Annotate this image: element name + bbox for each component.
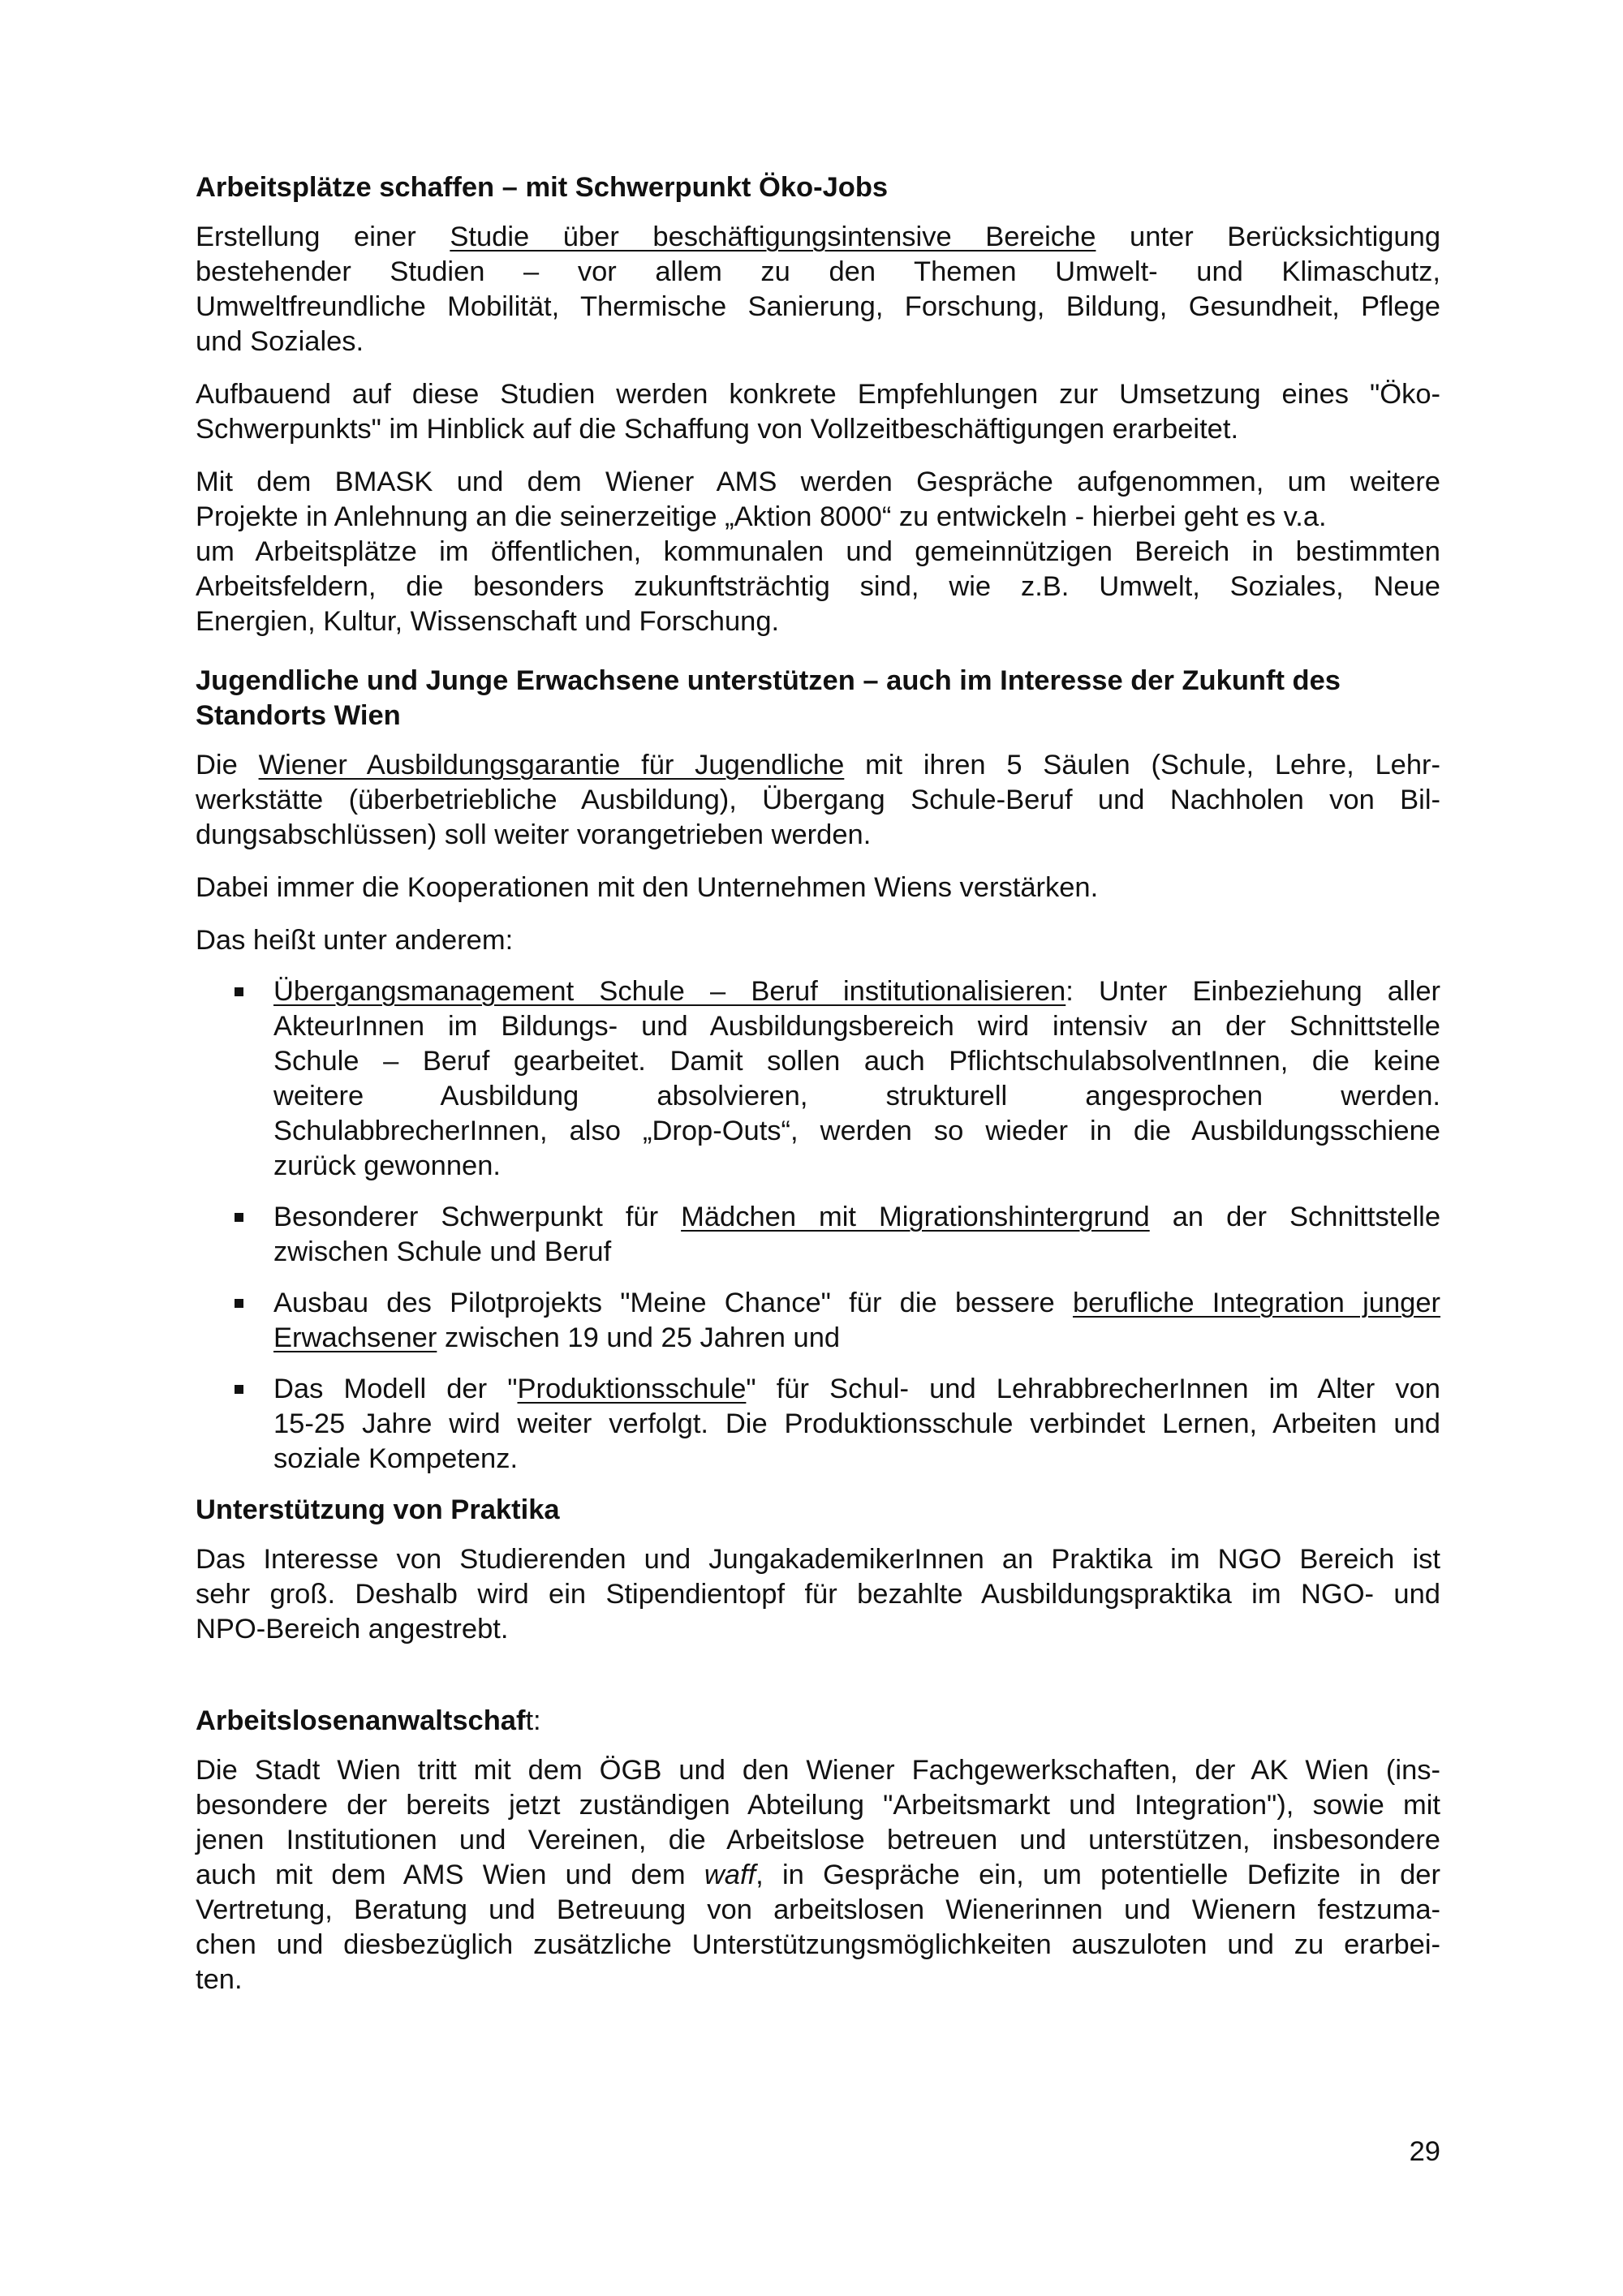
bullet-list bbox=[196, 974, 1440, 1477]
paragraph-line: Projekte in Anlehnung an die seinerzeitige „Aktion 8000“ zu entwickeln - hierbei geht es v.a. bbox=[196, 501, 1327, 532]
underlined-term-studie: Studie über beschäftigungsintensive Bereiche bbox=[450, 221, 1096, 252]
page-number: 29 bbox=[1409, 2136, 1440, 2167]
section-heading-jugendliche: Jugendliche und Junge Erwachsene unterstützen – auch im Interesse der Zukunft des Standorts Wien bbox=[196, 665, 1341, 731]
section-heading-arbeitslosenanwaltschaft: Arbeitslosenanwaltschaft: bbox=[196, 1705, 541, 1736]
paragraph-line: Das Interesse von Studierenden und JungakademikerInnen an Praktika im NGO Bereich ist bbox=[196, 1544, 1440, 1575]
paragraph-line: und Soziales. bbox=[196, 326, 364, 357]
paragraph-line: besondere der bereits jetzt zuständigen Abteilung "Arbeitsmarkt und Integration"), sowie mit bbox=[196, 1790, 1440, 1821]
emphasis-waff: waff bbox=[704, 1860, 756, 1890]
section-heading-oeko-jobs: Arbeitsplätze schaffen – mit Schwerpunkt Öko-Jobs bbox=[196, 172, 889, 203]
section-heading-praktika: Unterstützung von Praktika bbox=[196, 1494, 560, 1525]
paragraph-line: Umweltfreundliche Mobilität, Thermische Sanierung, Forschung, Bildung, Gesundheit, Pflege bbox=[196, 291, 1440, 322]
paragraph-line: Die Stadt Wien tritt mit dem ÖGB und den Wiener Fachgewerkschaften, der AK Wien (ins- bbox=[196, 1755, 1440, 1786]
paragraph-line: Schwerpunkts" im Hinblick auf die Schaffung von Vollzeitbeschäftigungen erarbeitet. bbox=[196, 414, 1239, 445]
underlined-term-integration: berufliche Integration junger bbox=[1072, 1288, 1440, 1318]
paragraph-line: auch mit dem AMS Wien und dem waff, in Gespräche ein, um potentielle Defizite in der bbox=[196, 1860, 1440, 1890]
list-item: Übergangsmanagement Schule – Beruf institutionalisieren: Unter Einbeziehung aller AkteurInnen im Bildungs- und Ausbildungsbereich wird intensiv an der Schnittstelle Schule – Beruf gearbeitet. Damit sollen auch PflichtschulabsolventInnen, die keine weitere Ausbildung absolvieren, strukturell angesprochen werden. SchulabbrecherInnen, also „Drop-Outs“, werden so wieder in die Ausbildungsschiene zurück gewonnen. bbox=[196, 974, 1440, 1184]
page-content bbox=[196, 170, 1440, 1997]
paragraph-bmask bbox=[196, 465, 1440, 639]
paragraph-empfehlungen bbox=[196, 377, 1440, 447]
square-bullet-icon bbox=[235, 1385, 243, 1394]
paragraph-line: Arbeitsfeldern, die besonders zukunftsträchtig sind, wie z.B. Umwelt, Soziales, Neue bbox=[196, 571, 1440, 602]
paragraph-anwaltschaft bbox=[196, 1753, 1440, 1997]
list-item: Ausbau des Pilotprojekts "Meine Chance" für die bessere berufliche Integration junger Erwachsener zwischen 19 und 25 Jahren und bbox=[196, 1286, 1440, 1356]
square-bullet-icon bbox=[235, 1299, 243, 1308]
paragraph-ausbildungsgarantie bbox=[196, 748, 1440, 853]
underlined-term-produktionsschule: Produktionsschule bbox=[517, 1374, 747, 1404]
paragraph-line: NPO-Bereich angestrebt. bbox=[196, 1614, 509, 1645]
paragraph-line: Mit dem BMASK und dem Wiener AMS werden Gespräche aufgenommen, um weitere bbox=[196, 467, 1440, 497]
paragraph-studie bbox=[196, 220, 1440, 359]
paragraph-line: werkstätte (überbetriebliche Ausbildung), Übergang Schule-Beruf und Nachholen von Bil- bbox=[196, 785, 1440, 815]
underlined-term-ausbildungsgarantie: Wiener Ausbildungsgarantie für Jugendliche bbox=[258, 750, 845, 780]
paragraph-line: bestehender Studien – vor allem zu den Themen Umwelt- und Klimaschutz, bbox=[196, 256, 1440, 287]
underlined-term-erwachsener: Erwachsener bbox=[273, 1322, 437, 1353]
square-bullet-icon bbox=[235, 987, 243, 996]
paragraph-das-heisst: Das heißt unter anderem: bbox=[196, 925, 514, 956]
paragraph-line: Die Wiener Ausbildungsgarantie für Jugendliche mit ihren 5 Säulen (Schule, Lehre, Lehr- bbox=[196, 750, 1440, 780]
square-bullet-icon bbox=[235, 1213, 243, 1222]
underlined-term-maedchen: Mädchen mit Migrationshintergrund bbox=[681, 1202, 1150, 1232]
paragraph-line: Energien, Kultur, Wissenschaft und Forschung. bbox=[196, 606, 780, 637]
paragraph-line: dungsabschlüssen) soll weiter vorangetrieben werden. bbox=[196, 819, 872, 850]
paragraph-line: sehr groß. Deshalb wird ein Stipendientopf für bezahlte Ausbildungspraktika im NGO- und bbox=[196, 1579, 1440, 1610]
paragraph-line: Aufbauend auf diese Studien werden konkrete Empfehlungen zur Umsetzung eines "Öko- bbox=[196, 379, 1440, 410]
paragraph-line: chen und diesbezüglich zusätzliche Unterstützungsmöglichkeiten auszuloten und zu erarbei- bbox=[196, 1929, 1440, 1960]
paragraph-line: jenen Institutionen und Vereinen, die Arbeitslose betreuen und unterstützen, insbesondere bbox=[196, 1825, 1440, 1855]
paragraph-kooperationen: Dabei immer die Kooperationen mit den Unternehmen Wiens verstärken. bbox=[196, 872, 1099, 903]
paragraph-line: Erstellung einer Studie über beschäftigungsintensive Bereiche unter Berücksichtigung bbox=[196, 221, 1441, 252]
paragraph-line: ten. bbox=[196, 1964, 243, 1995]
list-item: Besonderer Schwerpunkt für Mädchen mit Migrationshintergrund an der Schnittstelle zwischen Schule und Beruf bbox=[196, 1200, 1440, 1270]
underlined-term-uebergangsmanagement: Übergangsmanagement Schule – Beruf institutionalisieren bbox=[273, 976, 1066, 1007]
paragraph-line: um Arbeitsplätze im öffentlichen, kommunalen und gemeinnützigen Bereich in bestimmten bbox=[196, 536, 1440, 567]
paragraph-praktika bbox=[196, 1542, 1440, 1647]
paragraph-line: Vertretung, Beratung und Betreuung von arbeitslosen Wienerinnen und Wienern festzuma- bbox=[196, 1894, 1440, 1925]
list-item: Das Modell der "Produktionsschule" für Schul- und LehrabbrecherInnen im Alter von 15-25 Jahre wird weiter verfolgt. Die Produktionsschule verbindet Lernen, Arbeiten und soziale Kompetenz. bbox=[196, 1372, 1440, 1477]
